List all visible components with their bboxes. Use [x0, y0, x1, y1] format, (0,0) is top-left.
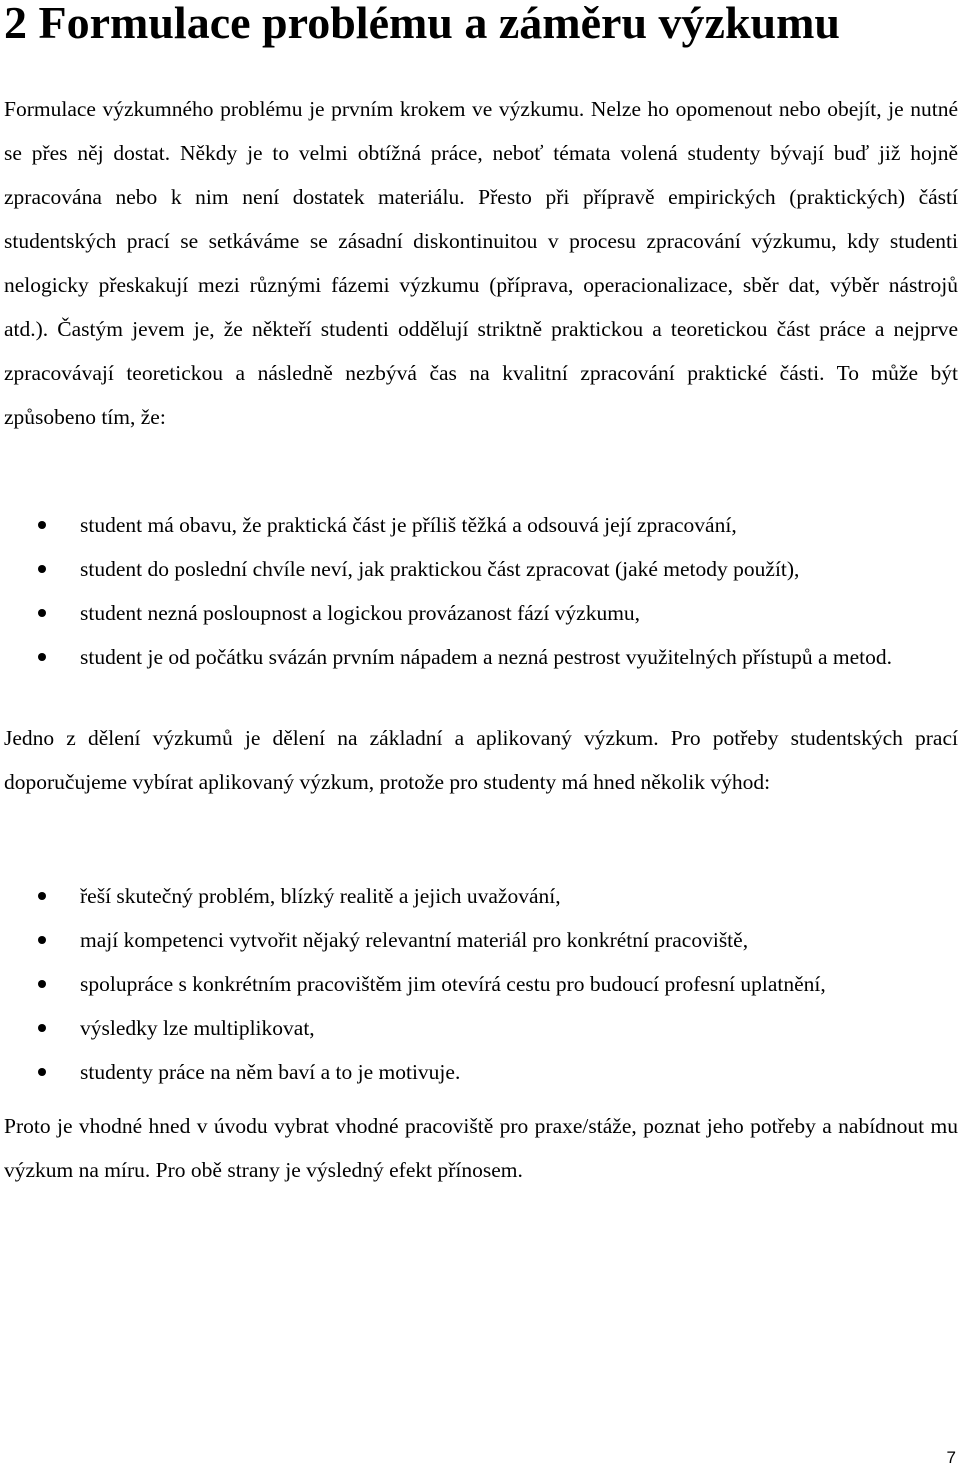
bullet-list-advantages [0, 874, 958, 1094]
list-item-text: studenty práce na něm baví a to je motivuje. [80, 1060, 461, 1084]
paragraph-conclusion: Proto je vhodné hned v úvodu vybrat vhodné pracoviště pro praxe/stáže, poznat jeho potřeby a nabídnout mu výzkum na míru. Pro obě strany je výsledný efekt přínosem. [4, 1114, 958, 1182]
bullet-icon [38, 1024, 46, 1032]
bullet-icon [38, 565, 46, 573]
list-item [0, 1006, 958, 1050]
list-item [0, 591, 958, 635]
list-item-text: student nezná posloupnost a logickou provázanost fází výzkumu, [80, 601, 641, 625]
bullet-icon [38, 1068, 46, 1076]
bullet-list-reasons [0, 503, 958, 679]
paragraph-intro: Formulace výzkumného problému je prvním krokem ve výzkumu. Nelze ho opomenout nebo obejít, je nutné se přes něj dostat. Někdy je to velmi obtížná práce, neboť témata volená studenty bývají buď již hojně zpracována nebo k nim není dostatek materiálu. Přesto při přípravě empirických (praktických) částí studentských prací se setkáváme se zásadní diskontinuitou v procesu zpracování výzkumu, kdy studenti nelogicky přeskakují mezi různými fázemi výzkumu (příprava, operacionalizace, sběr dat, výběr nástrojů atd.). Častým jevem je, že někteří studenti oddělují striktně praktickou a teoretickou část práce a nejprve zpracovávají teoretickou a následně nezbývá čas na kvalitní zpracování praktické části. To může být způsobeno tím, že: [4, 97, 958, 429]
list-item [0, 918, 958, 962]
list-item-text: student je od počátku svázán prvním nápadem a nezná pestrost využitelných přístupů a metod. [80, 645, 892, 669]
chapter-heading: 2 Formulace problému a záměru výzkumu [4, 0, 841, 48]
bullet-icon [38, 980, 46, 988]
list-item-text: výsledky lze multiplikovat, [80, 1016, 315, 1040]
list-item [0, 503, 958, 547]
list-item [0, 635, 958, 679]
list-item [0, 874, 958, 918]
paragraph-research-types: Jedno z dělení výzkumů je dělení na základní a aplikovaný výzkum. Pro potřeby studentských prací doporučujeme vybírat aplikovaný výzkum, protože pro studenty má hned několik výhod: [4, 726, 958, 794]
bullet-icon [38, 936, 46, 944]
bullet-icon [38, 653, 46, 661]
list-item-text: řeší skutečný problém, blízký realitě a jejich uvažování, [80, 884, 561, 908]
bullet-icon [38, 609, 46, 617]
list-item [0, 547, 958, 591]
bullet-icon [38, 892, 46, 900]
list-item-text: student má obavu, že praktická část je příliš těžká a odsouvá její zpracování, [80, 513, 737, 537]
list-item-text: student do poslední chvíle neví, jak praktickou část zpracovat (jaké metody použít), [80, 557, 800, 581]
bullet-icon [38, 521, 46, 529]
list-item [0, 1050, 958, 1094]
list-item-text: mají kompetenci vytvořit nějaký relevantní materiál pro konkrétní pracoviště, [80, 928, 749, 952]
page-number: 7 [946, 1448, 956, 1467]
list-item [0, 962, 958, 1006]
list-item-text: spolupráce s konkrétním pracovištěm jim otevírá cestu pro budoucí profesní uplatnění, [80, 972, 826, 996]
